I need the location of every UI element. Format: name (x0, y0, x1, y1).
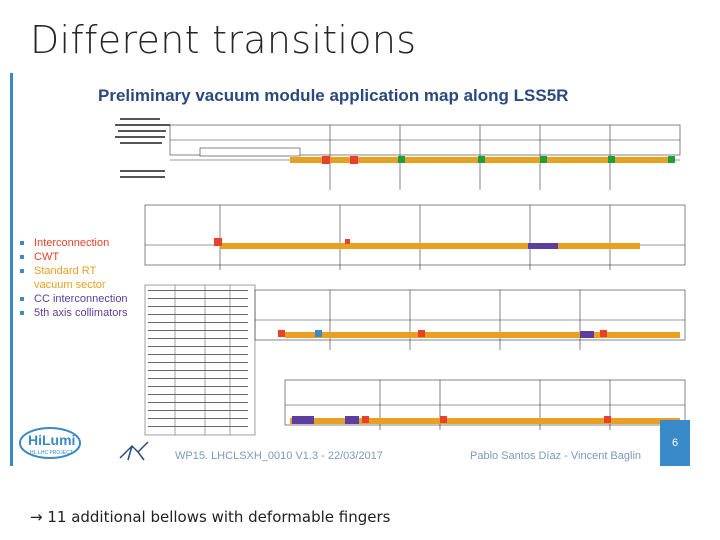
legend (20, 236, 128, 320)
notes-block (115, 118, 170, 178)
rt-sector-bar (220, 243, 640, 249)
document-reference: WP15. LHCLSXH_0010 V1.3 - 22/03/2017 (175, 450, 383, 462)
hilumi-logo (18, 425, 108, 461)
bullet-icon (20, 311, 24, 315)
authors: Pablo Santos Díaz - Vincent Baglin (470, 450, 642, 462)
bullet-icon (20, 269, 24, 273)
legend-item-interconnection (20, 236, 128, 250)
cc-bar (580, 331, 594, 338)
bullet-icon (20, 241, 24, 245)
bottom-note: → 11 additional bellows with deformable fingers (30, 508, 391, 526)
svg-text:HL-LHC PROJECT: HL-LHC PROJECT (30, 450, 73, 456)
cc-bar (528, 243, 558, 249)
legend-label: 5th axis collimators (34, 307, 128, 319)
legend-label: Standard RT vacuum sector (34, 265, 106, 291)
slide-title: Different transitions (30, 18, 417, 62)
row-2 (145, 205, 685, 270)
bullet-icon (20, 255, 24, 259)
component-table-rows (148, 290, 248, 427)
legend-item-collimators (20, 306, 128, 320)
rt-sector-bar (285, 332, 680, 338)
legend-item-cwt (20, 250, 128, 264)
legend-item-cc-interconnection (20, 292, 128, 306)
row-3 (255, 290, 685, 350)
legend-label: Interconnection (34, 237, 110, 249)
component-table (145, 285, 255, 435)
page-number: 6 (660, 420, 690, 466)
map-title: Preliminary vacuum module application map along LSS5R (98, 86, 569, 105)
legend-label: CWT (34, 251, 60, 263)
legend-item-rt-sector (20, 264, 128, 292)
bird-logo-icon (118, 440, 150, 462)
legend-label: CC interconnection (34, 293, 128, 305)
svg-text:HiLumi: HiLumi (28, 432, 76, 448)
bullet-icon (20, 297, 24, 301)
